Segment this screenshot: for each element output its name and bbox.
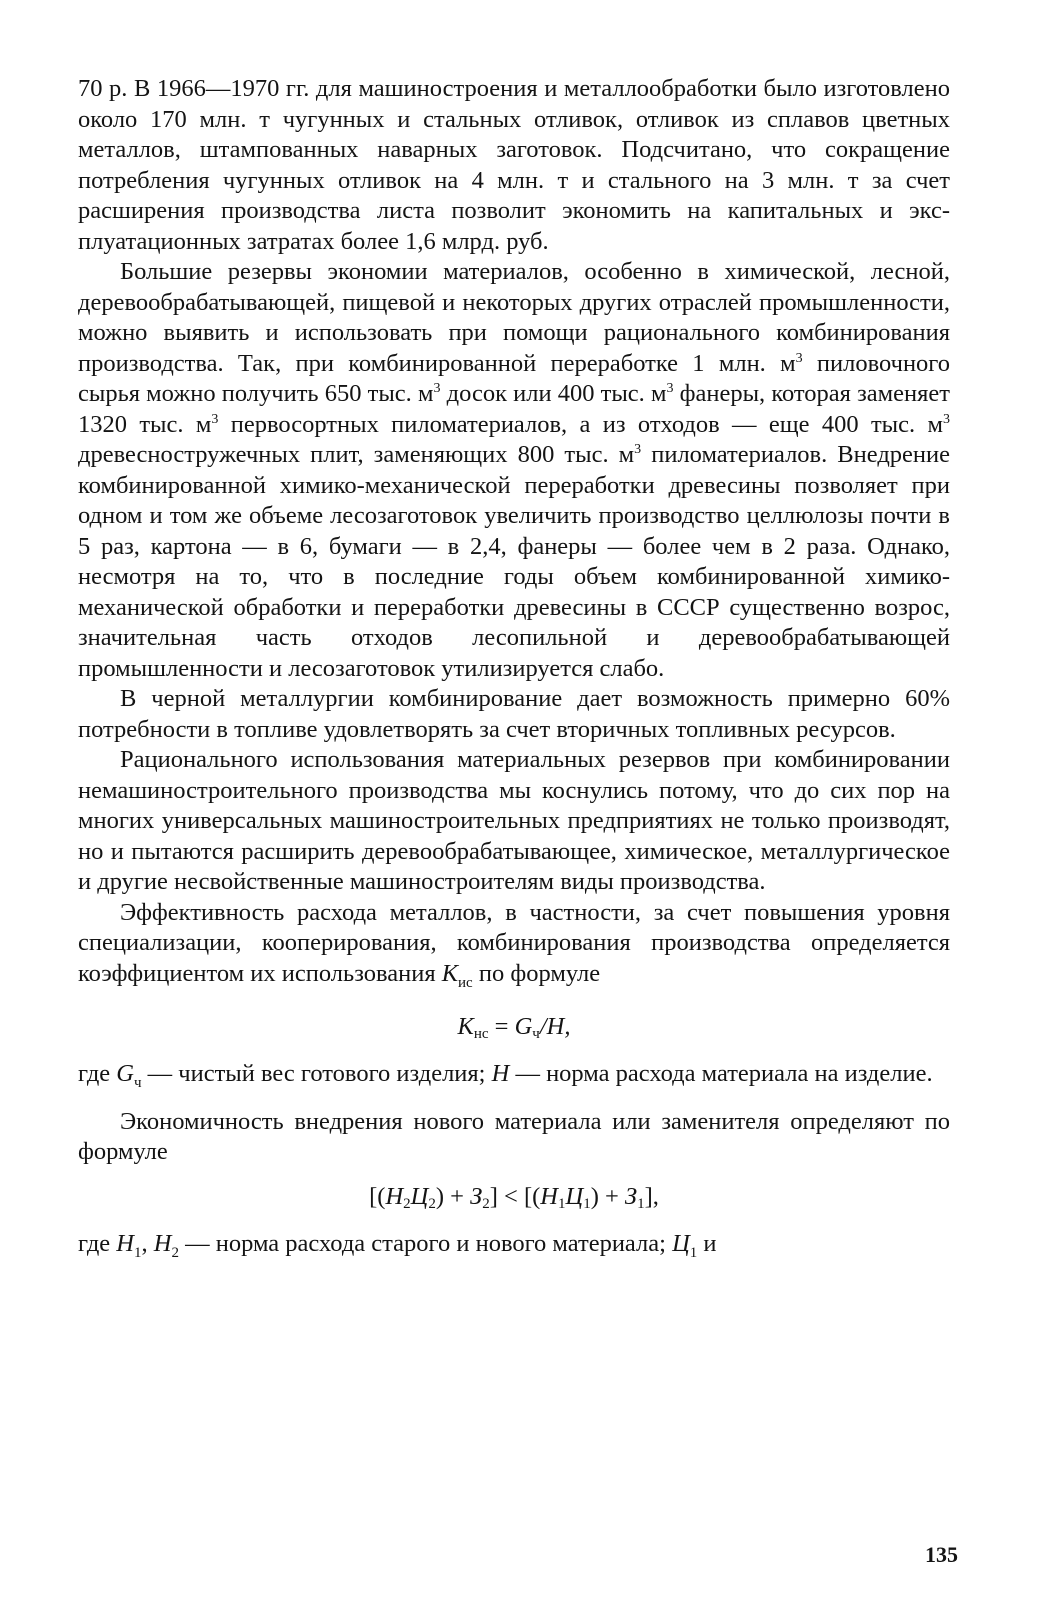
paragraph-2-part-d: фанеры, которая заменяет 1320 тыс. м (78, 380, 950, 438)
paragraph-8-comma: , (141, 1230, 154, 1258)
paragraph-5-tail: по формуле (472, 959, 601, 987)
paragraph-4: Рационального использования материальных резервов при комбинировании немашиностроительного производства мы коснулись потому, что до сих пор на многих универсальных машиностроительных предприятиях не только производят, но и пытаются расширить деревообрабатывающее, химическое, металлургическое и другие несвойственные машиностроителям виды производства. (78, 746, 950, 895)
k-subscript: ис (458, 974, 473, 991)
paragraph-8-c: и (697, 1230, 717, 1258)
h2-symbol: Н (153, 1230, 172, 1258)
paragraph-2-part-g: пиломатериалов. Внедрение комбинированной химико-механической переработки древесины позволяет при одном и том же объеме лесозаготовок увеличить производство целлюлозы почти в 5 раз, картона — в 6, бумаги — в 2,4, фанеры — более чем в 2 раза. Однако, несмотря на то, что в последние годы объем комбинированной химико-механической обработки и переработки древесины в СССР существенно возрос, значительная часть отходов лесопильной и деревообрабатывающей промышленности и лесозаготовок утилизируется слабо. (78, 441, 950, 682)
paragraph-6-a: где (78, 1060, 117, 1088)
f2-h2: Н (385, 1182, 404, 1210)
f2-z1: З (624, 1182, 638, 1210)
f2-h1-sub: 1 (557, 1195, 566, 1212)
paragraph-2 (78, 257, 950, 684)
h1-symbol: Н (116, 1230, 134, 1258)
ts1-subscript: 1 (689, 1245, 698, 1262)
f2-z2-sub: 2 (482, 1195, 490, 1212)
paragraph-2-part-f: древесностружечных плит, заменяющих 800 тыс. м (78, 441, 635, 468)
page-number: 135 (925, 1542, 958, 1567)
paragraph-6 (78, 1059, 950, 1098)
cubic-sup: 3 (211, 411, 219, 427)
paragraph-5 (78, 898, 950, 998)
f2-h1: Н (540, 1182, 558, 1210)
f2-h2-sub: 2 (403, 1195, 411, 1212)
ts1-symbol: Ц (672, 1230, 690, 1258)
f2-z2: З (470, 1182, 483, 1210)
f2-close: ], (644, 1182, 659, 1210)
k-symbol: К (441, 959, 459, 987)
paragraph-2-part-c: досок или 400 тыс. м (440, 380, 667, 407)
g-symbol: G (116, 1060, 134, 1088)
formula-rest: /H, (539, 1012, 571, 1040)
cubic-sup: 3 (666, 381, 674, 396)
paragraph-2-part-a: Большие резервы экономии материалов, особенно в химической, лесной, деревообрабатывающей, пищевой и некоторых других отраслей промышленности, можно выявить и использовать при помощи рационального комбинирования производства. Так, при комбинированной переработке 1 млн. м (78, 258, 950, 377)
formula-k-sub: нс (473, 1025, 489, 1042)
f2-plus-2: ) + (590, 1182, 625, 1210)
paragraph-8-b: — норма расхода старого и нового материала; (178, 1230, 673, 1258)
paragraph-3: В черной металлургии комбинирование дает возможность примерно 60% потребности в топливе удовлетворять за счет вторичных топливных ресурсов. (78, 685, 950, 743)
formula-usage-coefficient (78, 1012, 950, 1050)
paragraph-8 (78, 1229, 950, 1268)
formula-g: G (514, 1012, 533, 1040)
f2-plus-1: ) + (435, 1182, 471, 1210)
formula-economy (78, 1182, 950, 1220)
f2-ts1-sub: 1 (583, 1195, 591, 1212)
cubic-sup: 3 (795, 350, 803, 366)
body-text (78, 74, 950, 1269)
f2-open: [( (369, 1182, 386, 1210)
cubic-sup: 3 (634, 442, 642, 457)
h-symbol: Н (491, 1060, 510, 1088)
paragraph-2-part-b: пиловочного сырья можно получить 650 тыс. м (78, 349, 950, 407)
f2-ts1: Ц (565, 1182, 584, 1210)
cubic-sup: 3 (433, 381, 441, 396)
paragraph-6-b: — чистый вес готового изделия; (141, 1060, 492, 1088)
paragraph-6-c: — норма расхода материала на изделие. (509, 1060, 933, 1088)
formula-g-sub: ч (532, 1025, 540, 1042)
f2-less-than: ] < [( (489, 1182, 541, 1210)
paragraph-1: 70 р. В 1966—1970 гг. для машиностроения и металлообработки было изготовлено около 170 млн. т чугунных и стальных отливок, отливок из сплавов цветных металлов, штампованных наварных заготовок. Подсчитано, что сокращение потребления чугунных отливок на 4 млн. т и стального на 3 млн. т за счет расширения производства листа позволит экономить на капитальных и эксплуатационных затратах более 1,6 млрд. руб. (78, 75, 950, 255)
h2-subscript: 2 (171, 1245, 179, 1262)
formula-eq: = (488, 1012, 515, 1040)
paragraph-5-text: Эффективность расхода металлов, в частности, за счет повышения уровня специализации, кооперирования, комбинирования производства определяется коэффициентом их использования (78, 898, 950, 987)
paragraph-2-part-e: первосортных пиломатериалов, а из отходов — еще 400 тыс. м (218, 410, 943, 438)
paragraph-8-a: где (78, 1230, 117, 1258)
paragraph-7: Экономичность внедрения нового материала или заменителя определяют по формуле (78, 1107, 950, 1166)
h1-subscript: 1 (134, 1245, 142, 1262)
f2-ts2: Ц (410, 1182, 429, 1210)
g-subscript: ч (134, 1075, 142, 1092)
formula-k: К (457, 1012, 474, 1040)
cubic-sup: 3 (943, 411, 950, 427)
f2-z1-sub: 1 (637, 1195, 645, 1212)
f2-ts2-sub: 2 (428, 1195, 436, 1212)
